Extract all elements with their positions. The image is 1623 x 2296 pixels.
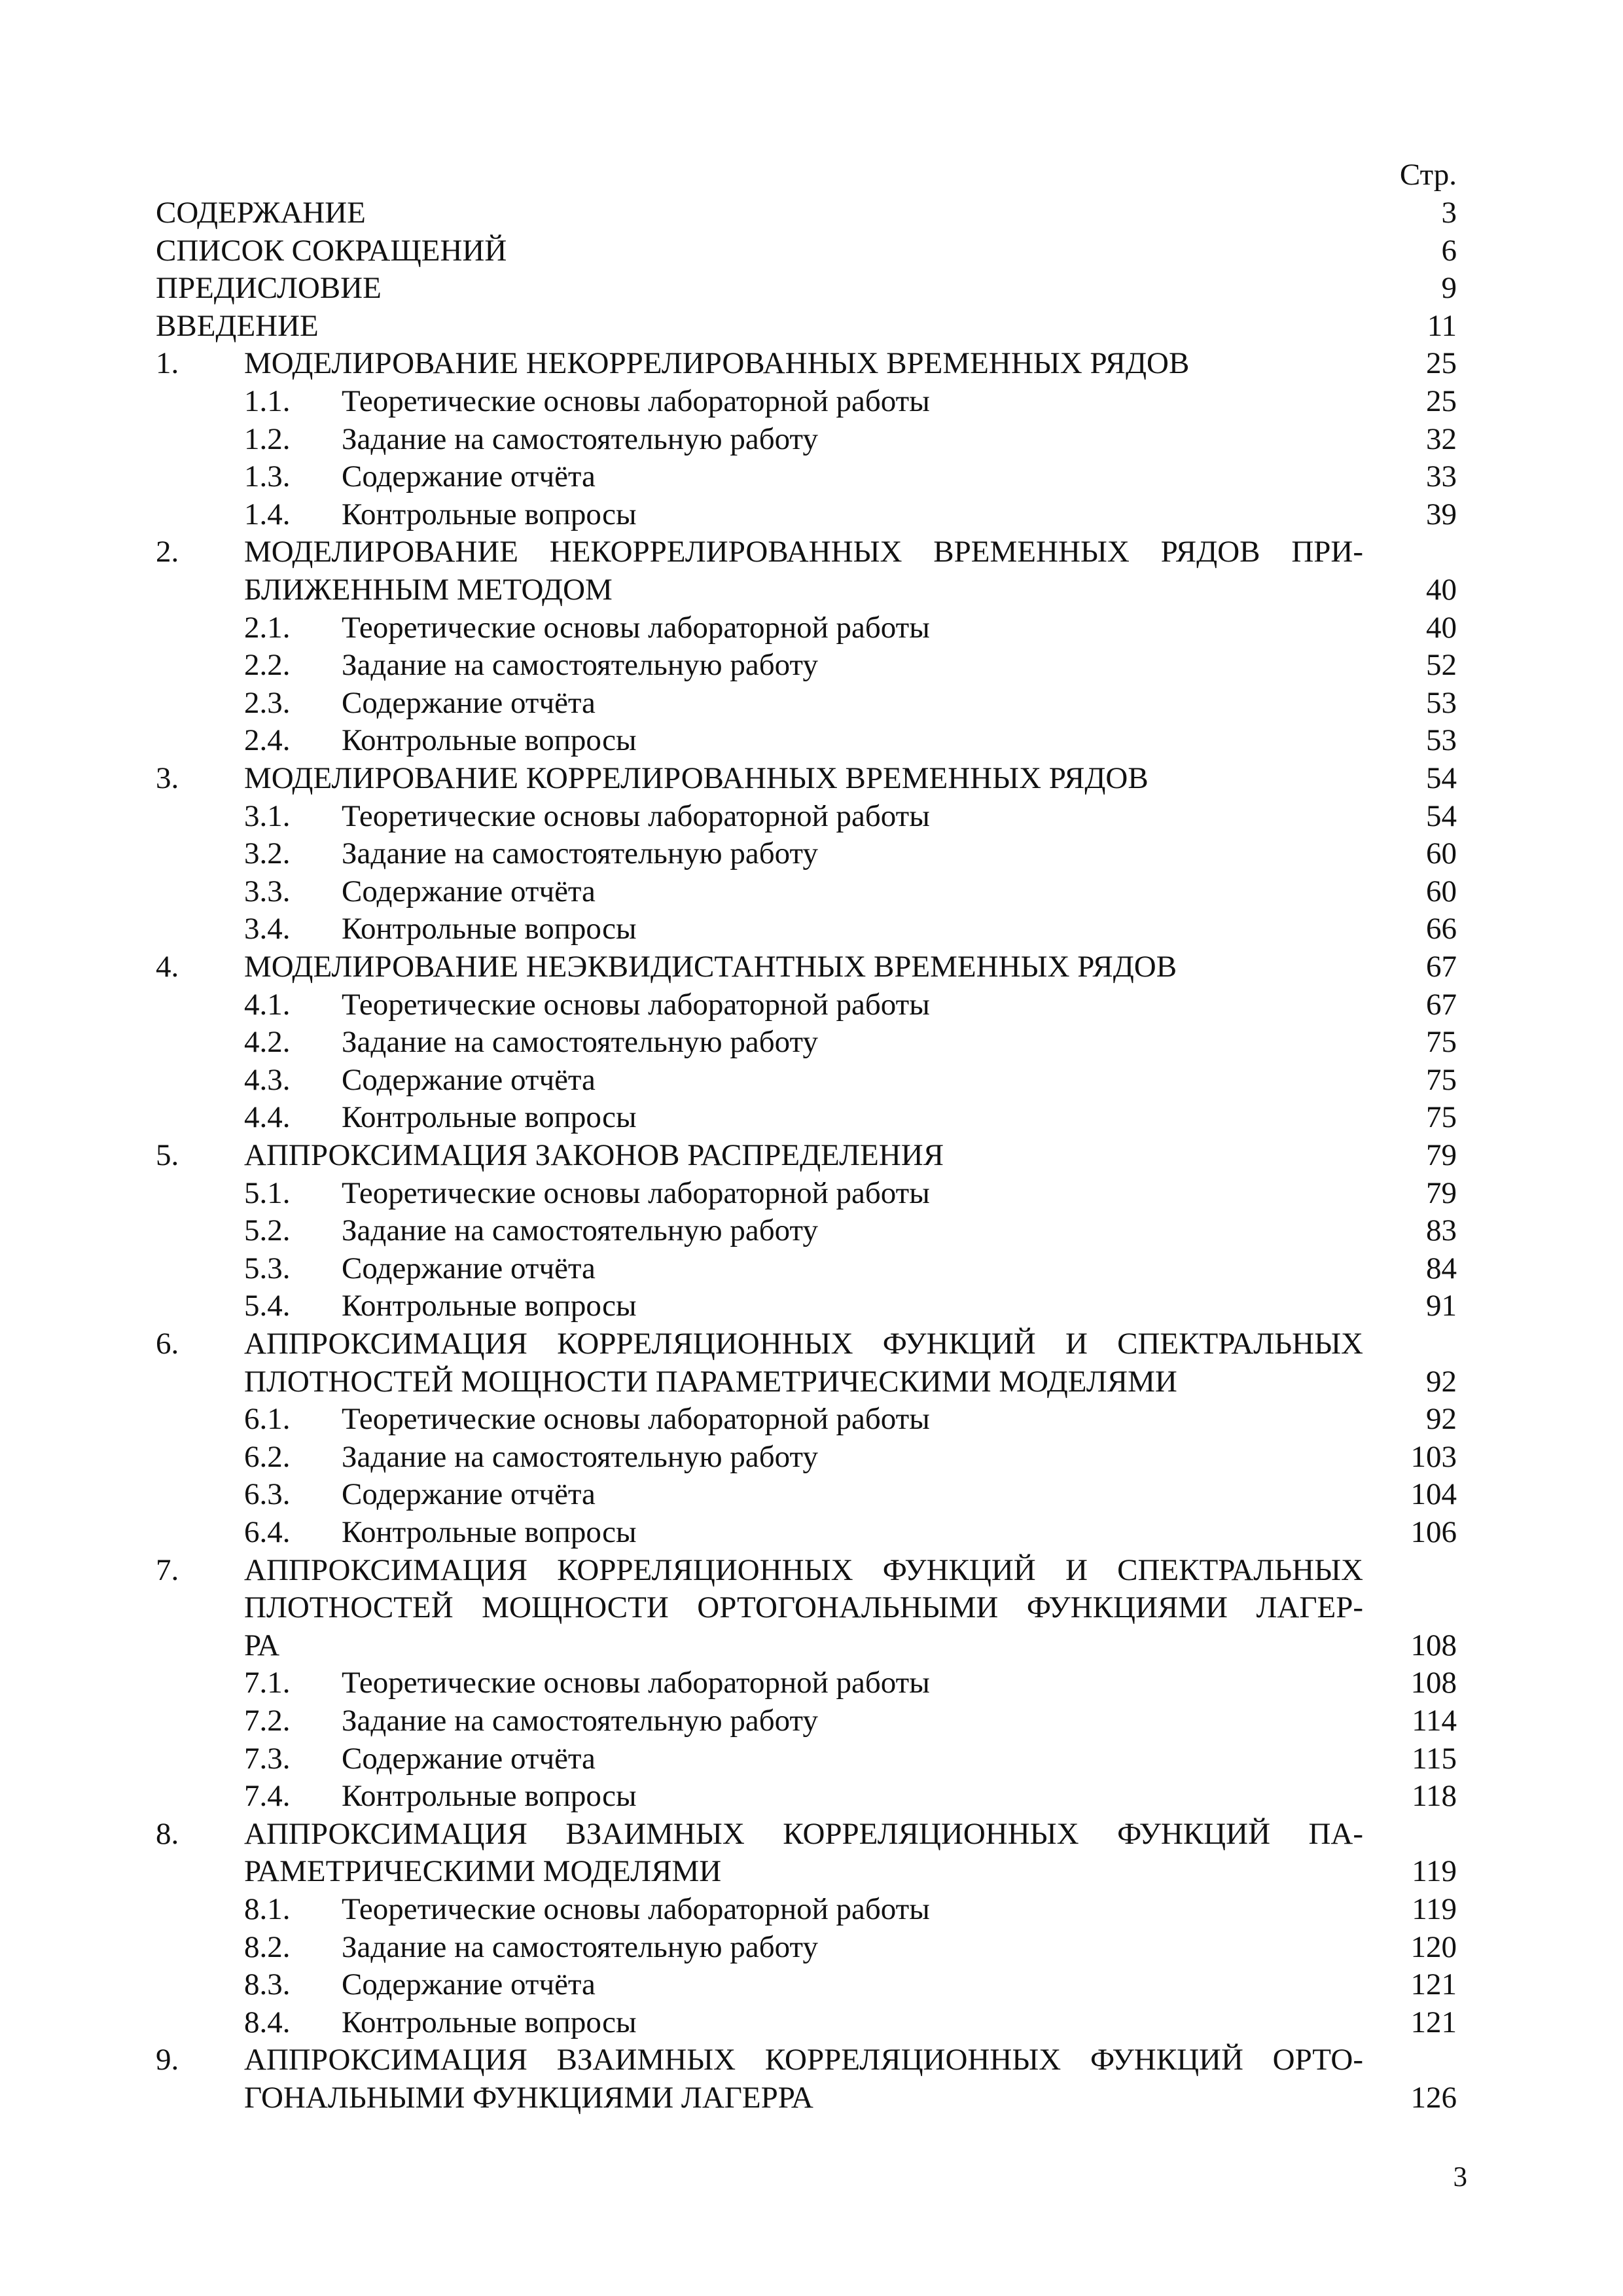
- page-ref: 54: [1426, 799, 1457, 833]
- chapter-number: 1.: [156, 346, 179, 380]
- section-title: Теоретические основы лабораторной работы: [342, 1402, 930, 1436]
- toc-section-entry[interactable]: [0, 1890, 1623, 1928]
- section-number: 1.3.: [244, 459, 291, 493]
- section-number: 5.3.: [244, 1251, 291, 1285]
- section-number: 8.2.: [244, 1930, 291, 1964]
- toc-section-entry[interactable]: [0, 1061, 1623, 1099]
- section-number: 6.1.: [244, 1402, 291, 1436]
- section-title: Содержание отчёта: [342, 459, 596, 493]
- page-ref: 103: [1410, 1440, 1457, 1474]
- page-ref: 6: [1441, 234, 1457, 268]
- toc-section-entry[interactable]: [0, 2003, 1623, 2041]
- section-title: Контрольные вопросы: [342, 723, 637, 757]
- toc-section-entry[interactable]: [0, 1098, 1623, 1136]
- page-ref: 40: [1426, 573, 1457, 607]
- section-title: Задание на самостоятельную работу: [342, 836, 818, 870]
- section-title: Теоретические основы лабораторной работы: [342, 1176, 930, 1210]
- page-ref: 67: [1426, 988, 1457, 1022]
- section-number: 7.2.: [244, 1704, 291, 1738]
- section-number: 4.2.: [244, 1025, 291, 1059]
- page-ref: 84: [1426, 1251, 1457, 1285]
- page-ref: 9: [1441, 271, 1457, 305]
- toc-section-entry[interactable]: [0, 646, 1623, 684]
- chapter-title: МОДЕЛИРОВАНИЕ НЕКОРРЕЛИРОВАННЫХ ВРЕМЕННЫХ РЯДОВ ПРИ-: [244, 535, 1363, 569]
- toc-chapter-line[interactable]: [0, 1626, 1623, 1664]
- page-number: 3: [1453, 2162, 1467, 2193]
- toc-section-entry[interactable]: [0, 1400, 1623, 1438]
- toc-chapter-line[interactable]: [0, 948, 1623, 986]
- page-ref: 91: [1426, 1289, 1457, 1323]
- toc-section-entry[interactable]: [0, 609, 1623, 647]
- page-ref: 32: [1426, 422, 1457, 456]
- page-ref: 121: [1410, 2005, 1457, 2039]
- page-ref: 79: [1426, 1138, 1457, 1172]
- toc-section-entry[interactable]: [0, 1965, 1623, 2003]
- chapter-title: РА: [244, 1628, 280, 1662]
- page-ref: 75: [1426, 1063, 1457, 1097]
- chapter-title: ГОНАЛЬНЫМИ ФУНКЦИЯМИ ЛАГЕРРА: [244, 2081, 813, 2115]
- section-title: Задание на самостоятельную работу: [342, 1704, 818, 1738]
- entry-title: ВВЕДЕНИЕ: [156, 309, 319, 343]
- toc-section-entry[interactable]: [0, 1438, 1623, 1476]
- toc-chapter-line[interactable]: [0, 759, 1623, 797]
- chapter-number: 5.: [156, 1138, 179, 1172]
- page-ref: 33: [1426, 459, 1457, 493]
- toc-section-entry[interactable]: [0, 1740, 1623, 1778]
- toc-section-entry[interactable]: [0, 986, 1623, 1024]
- toc-front-entry[interactable]: [0, 194, 1623, 232]
- page-ref: 75: [1426, 1100, 1457, 1134]
- toc-chapter-line[interactable]: [0, 1325, 1623, 1363]
- page-ref: 118: [1412, 1779, 1457, 1813]
- page-ref: 75: [1426, 1025, 1457, 1059]
- page-ref: 39: [1426, 497, 1457, 531]
- section-number: 3.2.: [244, 836, 291, 870]
- page-ref: 52: [1426, 648, 1457, 682]
- entry-title: СОДЕРЖАНИЕ: [156, 196, 366, 230]
- toc-section-entry[interactable]: [0, 872, 1623, 910]
- section-title: Теоретические основы лабораторной работы: [342, 1892, 930, 1926]
- page-ref: 83: [1426, 1213, 1457, 1247]
- toc-section-entry[interactable]: [0, 1664, 1623, 1702]
- section-number: 5.1.: [244, 1176, 291, 1210]
- chapter-title: ПЛОТНОСТЕЙ МОЩНОСТИ ПАРАМЕТРИЧЕСКИМИ МОДЕЛЯМИ: [244, 1365, 1177, 1399]
- section-number: 8.4.: [244, 2005, 291, 2039]
- toc-section-entry[interactable]: [0, 1702, 1623, 1740]
- chapter-title: РАМЕТРИЧЕСКИМИ МОДЕЛЯМИ: [244, 1854, 722, 1888]
- page-ref: 53: [1426, 686, 1457, 720]
- section-title: Контрольные вопросы: [342, 1779, 637, 1813]
- page-ref: 60: [1426, 836, 1457, 870]
- section-number: 3.4.: [244, 912, 291, 946]
- section-title: Контрольные вопросы: [342, 1515, 637, 1549]
- page-ref: 60: [1426, 874, 1457, 908]
- chapter-number: 9.: [156, 2043, 179, 2077]
- chapter-number: 3.: [156, 761, 179, 795]
- chapter-title: МОДЕЛИРОВАНИЕ НЕКОРРЕЛИРОВАННЫХ ВРЕМЕННЫХ РЯДОВ: [244, 346, 1190, 380]
- page-ref: 126: [1410, 2081, 1457, 2115]
- page-ref: 120: [1410, 1930, 1457, 1964]
- chapter-title: ПЛОТНОСТЕЙ МОЩНОСТИ ОРТОГОНАЛЬНЫМИ ФУНКЦИЯМИ ЛАГЕР-: [244, 1590, 1363, 1624]
- section-number: 8.1.: [244, 1892, 291, 1926]
- section-title: Теоретические основы лабораторной работы: [342, 988, 930, 1022]
- page-ref: 67: [1426, 950, 1457, 984]
- page-ref: 25: [1426, 346, 1457, 380]
- toc-section-entry[interactable]: [0, 910, 1623, 948]
- toc-section-entry[interactable]: [0, 684, 1623, 722]
- toc-section-entry[interactable]: [0, 1513, 1623, 1551]
- page-ref: 108: [1410, 1666, 1457, 1700]
- section-title: Задание на самостоятельную работу: [342, 1025, 818, 1059]
- chapter-title: АППРОКСИМАЦИЯ КОРРЕЛЯЦИОННЫХ ФУНКЦИЙ И СПЕКТРАЛЬНЫХ: [244, 1553, 1363, 1587]
- toc-section-entry[interactable]: [0, 1174, 1623, 1212]
- page-ref: 119: [1412, 1892, 1457, 1926]
- toc-chapter-line[interactable]: [0, 2041, 1623, 2079]
- section-title: Содержание отчёта: [342, 1967, 596, 2001]
- toc-section-entry[interactable]: [0, 1928, 1623, 1966]
- section-number: 3.3.: [244, 874, 291, 908]
- section-title: Теоретические основы лабораторной работы: [342, 384, 930, 418]
- toc-front-entry[interactable]: [0, 269, 1623, 307]
- toc-front-entry[interactable]: [0, 307, 1623, 345]
- section-number: 2.4.: [244, 723, 291, 757]
- section-title: Контрольные вопросы: [342, 497, 637, 531]
- chapter-number: 4.: [156, 950, 179, 984]
- page-ref: 92: [1426, 1365, 1457, 1399]
- section-number: 5.4.: [244, 1289, 291, 1323]
- toc-section-entry[interactable]: [0, 1777, 1623, 1815]
- page-ref: 92: [1426, 1402, 1457, 1436]
- chapter-title: АППРОКСИМАЦИЯ ВЗАИМНЫХ КОРРЕЛЯЦИОННЫХ ФУНКЦИЙ ПА-: [244, 1817, 1363, 1851]
- section-number: 1.1.: [244, 384, 291, 418]
- toc-chapter-line[interactable]: [0, 571, 1623, 609]
- chapter-title: БЛИЖЕННЫМ МЕТОДОМ: [244, 573, 613, 607]
- chapter-title: МОДЕЛИРОВАНИЕ КОРРЕЛИРОВАННЫХ ВРЕМЕННЫХ РЯДОВ: [244, 761, 1149, 795]
- page-ref: 66: [1426, 912, 1457, 946]
- chapter-number: 7.: [156, 1553, 179, 1587]
- toc-chapter-line[interactable]: [0, 1588, 1623, 1626]
- section-title: Теоретические основы лабораторной работы: [342, 611, 930, 645]
- chapter-number: 2.: [156, 535, 179, 569]
- toc-chapter-line[interactable]: [0, 533, 1623, 571]
- section-number: 4.1.: [244, 988, 291, 1022]
- toc-chapter-line[interactable]: [0, 344, 1623, 382]
- chapter-title: АППРОКСИМАЦИЯ ВЗАИМНЫХ КОРРЕЛЯЦИОННЫХ ФУНКЦИЙ ОРТО-: [244, 2043, 1363, 2077]
- page-ref: 119: [1412, 1854, 1457, 1888]
- toc-chapter-line[interactable]: [0, 1852, 1623, 1890]
- section-number: 5.2.: [244, 1213, 291, 1247]
- section-title: Теоретические основы лабораторной работы: [342, 799, 930, 833]
- toc-section-entry[interactable]: [0, 1249, 1623, 1287]
- toc-chapter-line[interactable]: [0, 1136, 1623, 1174]
- section-number: 4.4.: [244, 1100, 291, 1134]
- page-ref: 40: [1426, 611, 1457, 645]
- section-number: 6.4.: [244, 1515, 291, 1549]
- page-ref: 108: [1410, 1628, 1457, 1662]
- toc-section-entry[interactable]: [0, 457, 1623, 495]
- section-number: 6.3.: [244, 1477, 291, 1511]
- page-ref: 106: [1410, 1515, 1457, 1549]
- toc-section-entry[interactable]: [0, 1211, 1623, 1249]
- chapter-title: АППРОКСИМАЦИЯ ЗАКОНОВ РАСПРЕДЕЛЕНИЯ: [244, 1138, 944, 1172]
- page-ref: 114: [1412, 1704, 1457, 1738]
- section-title: Содержание отчёта: [342, 1063, 596, 1097]
- page-ref: 54: [1426, 761, 1457, 795]
- section-title: Задание на самостоятельную работу: [342, 1930, 818, 1964]
- page-ref: 53: [1426, 723, 1457, 757]
- section-number: 6.2.: [244, 1440, 291, 1474]
- section-title: Контрольные вопросы: [342, 912, 637, 946]
- toc-section-entry[interactable]: [0, 721, 1623, 759]
- entry-title: СПИСОК СОКРАЩЕНИЙ: [156, 234, 507, 268]
- section-title: Задание на самостоятельную работу: [342, 1440, 818, 1474]
- section-number: 1.2.: [244, 422, 291, 456]
- section-number: 4.3.: [244, 1063, 291, 1097]
- chapter-number: 8.: [156, 1817, 179, 1851]
- section-title: Содержание отчёта: [342, 1477, 596, 1511]
- section-number: 2.1.: [244, 611, 291, 645]
- toc-chapter-line[interactable]: [0, 2079, 1623, 2117]
- page-ref: 11: [1427, 309, 1457, 343]
- chapter-title: МОДЕЛИРОВАНИЕ НЕЭКВИДИСТАНТНЫХ ВРЕМЕННЫХ РЯДОВ: [244, 950, 1177, 984]
- toc-section-entry[interactable]: [0, 420, 1623, 458]
- toc-section-entry[interactable]: [0, 797, 1623, 835]
- toc-section-entry[interactable]: [0, 1475, 1623, 1513]
- section-title: Контрольные вопросы: [342, 2005, 637, 2039]
- section-title: Задание на самостоятельную работу: [342, 1213, 818, 1247]
- page-ref: 104: [1410, 1477, 1457, 1511]
- section-number: 1.4.: [244, 497, 291, 531]
- section-title: Содержание отчёта: [342, 874, 596, 908]
- chapter-number: 6.: [156, 1327, 179, 1361]
- section-title: Задание на самостоятельную работу: [342, 422, 818, 456]
- section-title: Содержание отчёта: [342, 686, 596, 720]
- page-ref: 25: [1426, 384, 1457, 418]
- section-number: 8.3.: [244, 1967, 291, 2001]
- toc-front-entry[interactable]: [0, 232, 1623, 270]
- toc-chapter-line[interactable]: [0, 1551, 1623, 1589]
- section-title: Содержание отчёта: [342, 1251, 596, 1285]
- toc-section-entry[interactable]: [0, 495, 1623, 533]
- page-ref: 3: [1441, 196, 1457, 230]
- toc-section-entry[interactable]: [0, 382, 1623, 420]
- section-number: 3.1.: [244, 799, 291, 833]
- section-title: Содержание отчёта: [342, 1742, 596, 1776]
- toc-chapter-line[interactable]: [0, 1815, 1623, 1853]
- section-title: Задание на самостоятельную работу: [342, 648, 818, 682]
- section-title: Теоретические основы лабораторной работы: [342, 1666, 930, 1700]
- page-ref: 121: [1410, 1967, 1457, 2001]
- chapter-title: АППРОКСИМАЦИЯ КОРРЕЛЯЦИОННЫХ ФУНКЦИЙ И СПЕКТРАЛЬНЫХ: [244, 1327, 1363, 1361]
- toc-section-entry[interactable]: [0, 834, 1623, 872]
- section-number: 2.2.: [244, 648, 291, 682]
- entry-title: ПРЕДИСЛОВИЕ: [156, 271, 382, 305]
- page-column-label: Стр.: [1399, 158, 1457, 192]
- section-number: 7.3.: [244, 1742, 291, 1776]
- toc-section-entry[interactable]: [0, 1287, 1623, 1325]
- section-title: Контрольные вопросы: [342, 1100, 637, 1134]
- section-number: 7.1.: [244, 1666, 291, 1700]
- section-number: 7.4.: [244, 1779, 291, 1813]
- toc-chapter-line[interactable]: [0, 1363, 1623, 1401]
- toc-section-entry[interactable]: [0, 1023, 1623, 1061]
- page-ref: 115: [1412, 1742, 1457, 1776]
- page-ref: 79: [1426, 1176, 1457, 1210]
- section-title: Контрольные вопросы: [342, 1289, 637, 1323]
- section-number: 2.3.: [244, 686, 291, 720]
